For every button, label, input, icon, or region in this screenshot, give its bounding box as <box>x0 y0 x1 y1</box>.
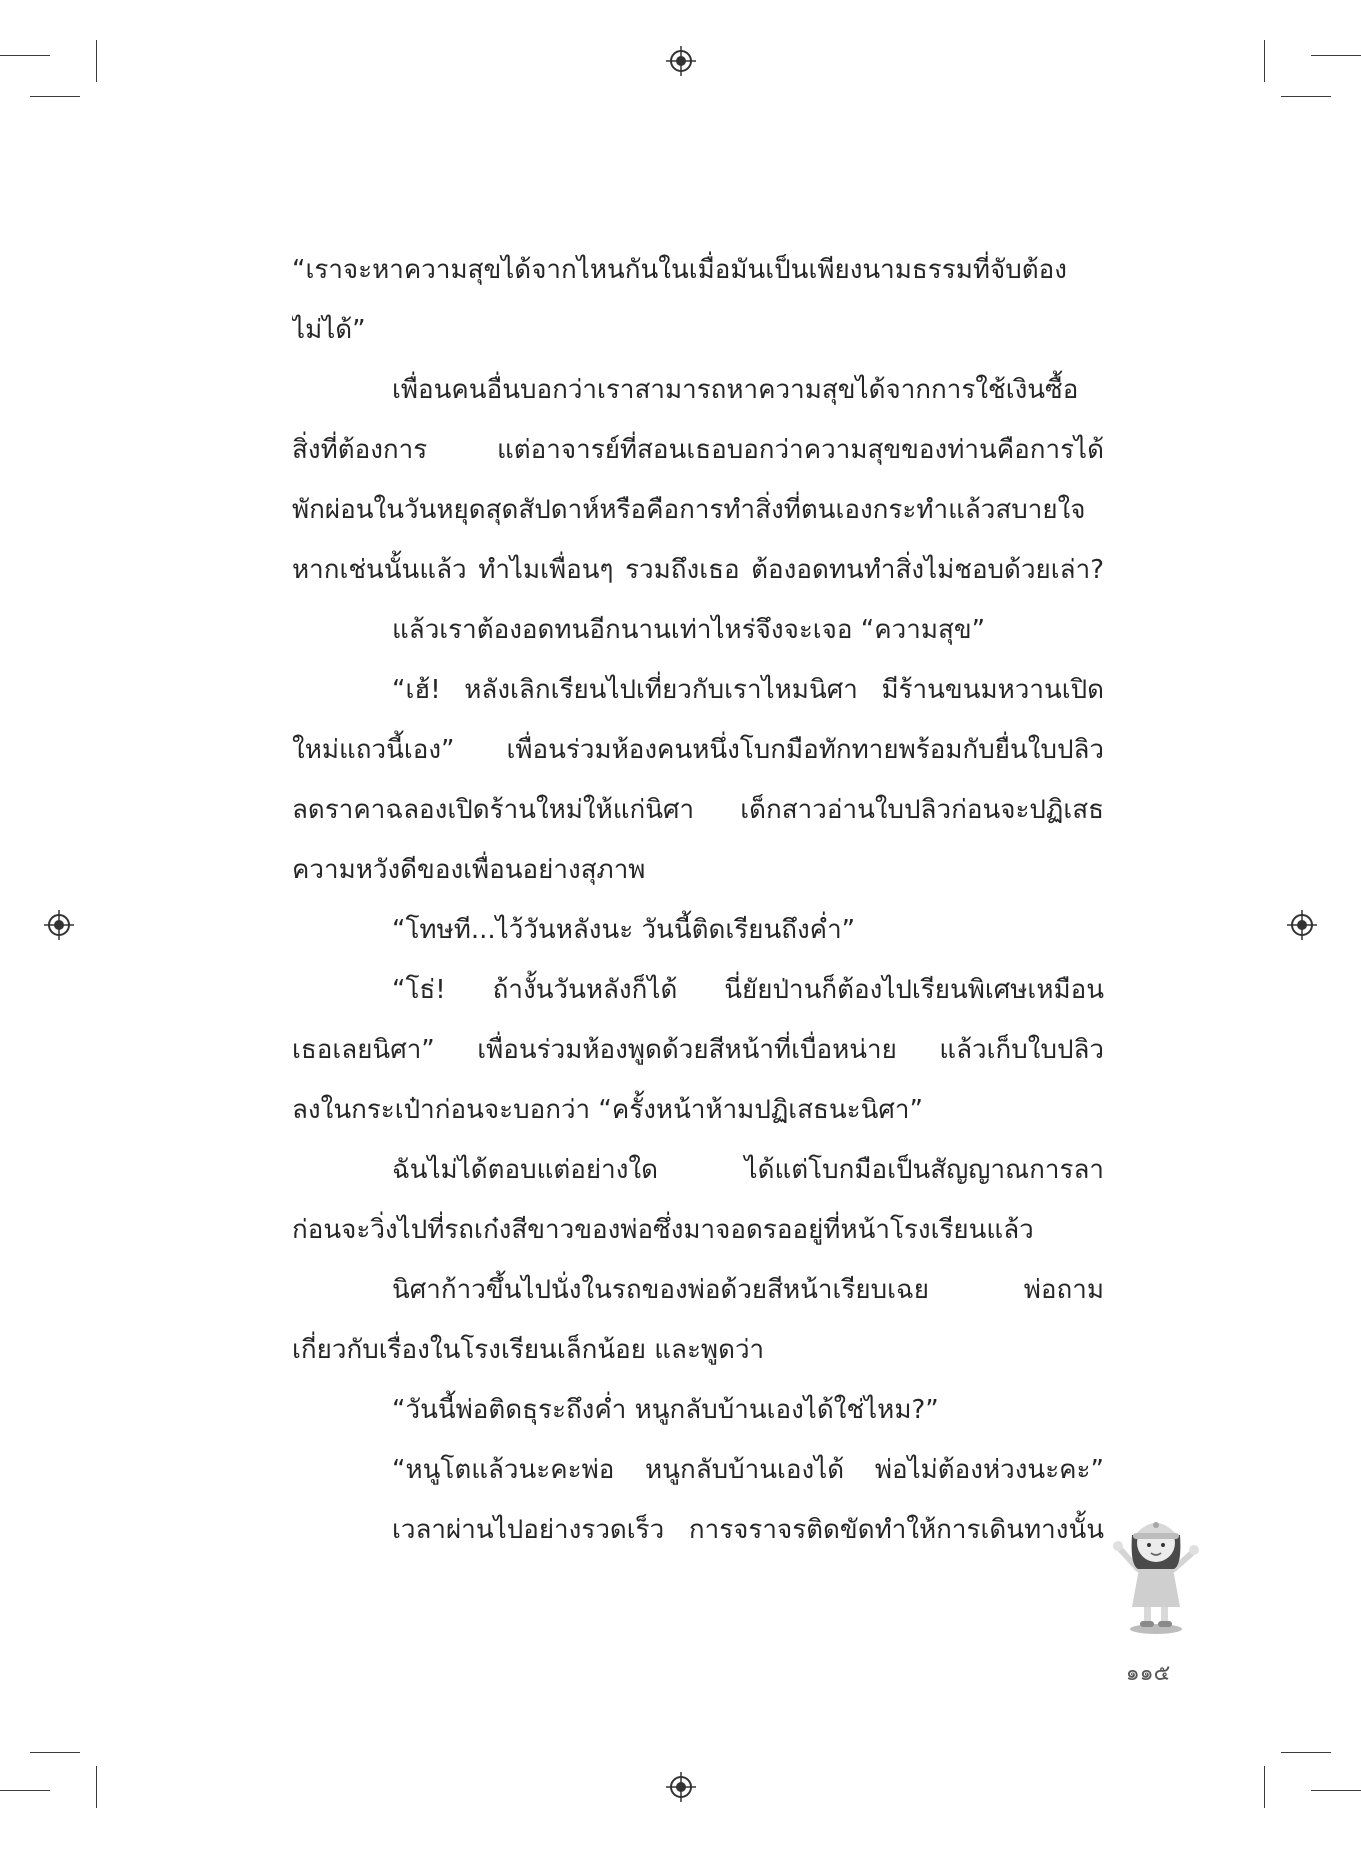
text-line: “โทษที...ไว้วันหลังนะ วันนี้ติดเรียนถึงค่ำ” <box>392 915 856 945</box>
crop-mark <box>1281 96 1331 97</box>
page-number: ๑๑๕ <box>1125 1661 1171 1686</box>
text-line: เพื่อนคนอื่นบอกว่าเราสามารถหาความสุขได้จากการใช้เงินซื้อ <box>392 375 1079 405</box>
text-line: “เฮ้! หลังเลิกเรียนไปเที่ยวกับเราไหมนิศา มีร้านขนมหวานเปิด <box>392 675 1104 705</box>
text-line: ฉันไม่ได้ตอบแต่อย่างใด ได้แต่โบกมือเป็นสัญญาณการลา <box>392 1155 1104 1185</box>
registration-mark-icon <box>664 1770 698 1804</box>
text-line: นิศาก้าวขึ้นไปนั่งในรถของพ่อด้วยสีหน้าเรียบเฉย พ่อถาม <box>392 1275 1104 1305</box>
text-line: “โธ่! ถ้างั้นวันหลังก็ได้ นี่ยัยป่านก็ต้องไปเรียนพิเศษเหมือน <box>392 975 1104 1005</box>
text-line: ก่อนจะวิ่งไปที่รถเก๋งสีขาวของพ่อซึ่งมาจอดรออยู่ที่หน้าโรงเรียนแล้ว <box>292 1215 1034 1245</box>
text-line: หากเช่นนั้นแล้ว ทำไมเพื่อนๆ รวมถึงเธอ ต้องอดทนทำสิ่งไม่ชอบด้วยเล่า? <box>292 555 1104 585</box>
text-line: ความหวังดีของเพื่อนอย่างสุภาพ <box>292 855 646 885</box>
crop-mark <box>0 1790 50 1791</box>
crop-mark <box>1264 1766 1265 1808</box>
text-line: “วันนี้พ่อติดธุระถึงค่ำ หนูกลับบ้านเองได้ใช่ไหม?” <box>392 1395 939 1425</box>
crop-mark <box>96 1766 97 1808</box>
text-line: ลงในกระเป๋าก่อนจะบอกว่า “ครั้งหน้าห้ามปฏิเสธนะนิศา” <box>292 1095 923 1125</box>
text-line: แล้วเราต้องอดทนอีกนานเท่าไหร่จึงจะเจอ “ความสุข” <box>392 615 986 645</box>
text-line: “หนูโตแล้วนะคะพ่อ หนูกลับบ้านเองได้ พ่อไม่ต้องห่วงนะคะ” <box>392 1455 1104 1485</box>
text-line: เวลาผ่านไปอย่างรวดเร็ว การจราจรติดขัดทำให้การเดินทางนั้น <box>392 1515 1104 1545</box>
text-line: สิ่งที่ต้องการ แต่อาจารย์ที่สอนเธอบอกว่าความสุขของท่านคือการได้ <box>292 435 1104 465</box>
text-line: พักผ่อนในวันหยุดสุดสัปดาห์หรือคือการทำสิ่งที่ตนเองกระทำแล้วสบายใจ <box>292 495 1086 525</box>
crop-mark <box>0 55 50 56</box>
crop-mark <box>30 1752 80 1753</box>
registration-mark-icon <box>1285 908 1319 942</box>
text-line: เกี่ยวกับเรื่องในโรงเรียนเล็กน้อย และพูดว่า <box>292 1335 765 1365</box>
registration-mark-icon <box>664 44 698 78</box>
text-line: ใหม่แถวนี้เอง” เพื่อนร่วมห้องคนหนึ่งโบกมือทักทายพร้อมกับยื่นใบปลิว <box>292 735 1104 765</box>
crop-mark <box>1281 1752 1331 1753</box>
text-line: ไม่ได้” <box>292 315 366 345</box>
crop-mark <box>96 40 97 82</box>
text-line: เธอเลยนิศา” เพื่อนร่วมห้องพูดด้วยสีหน้าที่เบื่อหน่าย แล้วเก็บใบปลิว <box>292 1035 1104 1065</box>
crop-mark <box>1311 1790 1361 1791</box>
girl-waving-illustration <box>1108 1505 1204 1635</box>
body-text <box>292 240 1104 1560</box>
registration-mark-icon <box>42 908 76 942</box>
text-line: ลดราคาฉลองเปิดร้านใหม่ให้แก่นิศา เด็กสาวอ่านใบปลิวก่อนจะปฏิเสธ <box>292 795 1104 825</box>
crop-mark <box>30 96 80 97</box>
text-line: “เราจะหาความสุขได้จากไหนกันในเมื่อมันเป็นเพียงนามธรรมที่จับต้อง <box>292 255 1067 285</box>
crop-mark <box>1264 40 1265 82</box>
crop-mark <box>1311 55 1361 56</box>
